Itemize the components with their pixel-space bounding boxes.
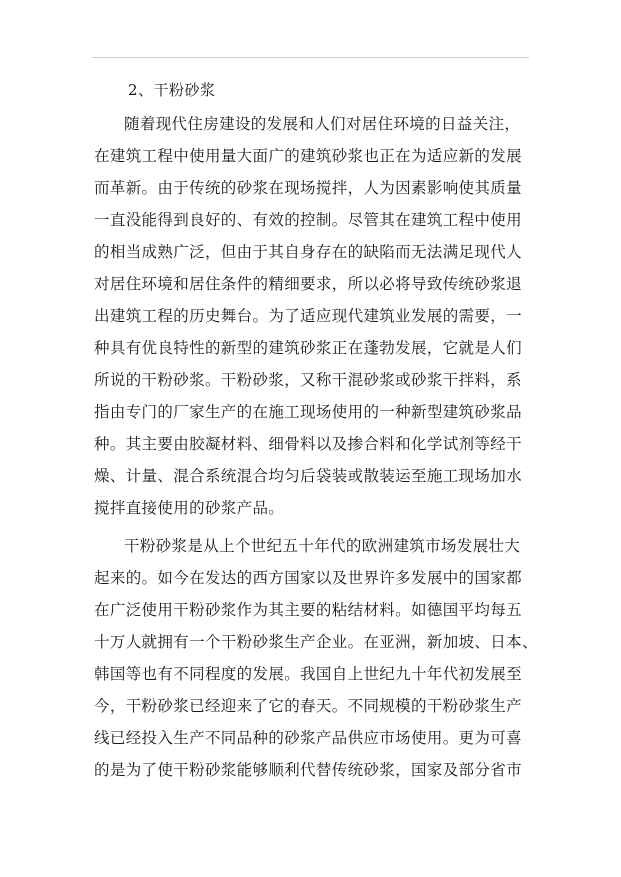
paragraph-line: 十万人就拥有一个干粉砂浆生产企业。在亚洲，新加坡、日本、: [94, 633, 538, 651]
paragraph-line: 今，干粉砂浆已经迎来了它的春天。不同规模的干粉砂浆生产: [94, 697, 522, 715]
paragraph-line: 出建筑工程的历史舞台。为了适应现代建筑业发展的需要，一: [94, 307, 522, 325]
paragraph-line: 搅拌直接使用的砂浆产品。: [94, 499, 285, 517]
paragraph-line: 而革新。由于传统的砂浆在现场搅拌，人为因素影响使其质量: [94, 179, 522, 197]
section-heading: 2、干粉砂浆: [128, 81, 216, 99]
paragraph-line: 的是为了使干粉砂浆能够顺利代替传统砂浆，国家及部分省市: [94, 761, 522, 779]
paragraph-line: 在建筑工程中使用量大面广的建筑砂浆也正在为适应新的发展: [94, 147, 522, 165]
paragraph-line: 指由专门的厂家生产的在施工现场使用的一种新型建筑砂浆品: [94, 403, 522, 421]
paragraph-2: [94, 530, 538, 786]
paragraph-1: [94, 108, 524, 524]
paragraph-line: 燥、计量、混合系统混合均匀后袋装或散装运至施工现场加水: [94, 467, 522, 485]
paragraph-line: 所说的干粉砂浆。干粉砂浆，又称干混砂浆或砂浆干拌料，系: [94, 371, 522, 389]
paragraph-line: 种。其主要由胶凝材料、细骨料以及掺合料和化学试剂等经干: [94, 435, 522, 453]
header-rule: [92, 57, 529, 58]
paragraph-line: 对居住环境和居住条件的精细要求，所以必将导致传统砂浆退: [94, 275, 522, 293]
paragraph-line: 的相当成熟广泛，但由于其自身存在的缺陷而无法满足现代人: [94, 243, 522, 261]
paragraph-line: 在广泛使用干粉砂浆作为其主要的粘结材料。如德国平均每五: [94, 601, 522, 619]
paragraph-line: 种具有优良特性的新型的建筑砂浆正在蓬勃发展，它就是人们: [94, 339, 522, 357]
paragraph-line: 干粉砂浆是从上个世纪五十年代的欧洲建筑市场发展壮大: [124, 537, 521, 555]
paragraph-line: 随着现代住房建设的发展和人们对居住环境的日益关注，: [124, 115, 521, 133]
paragraph-line: 线已经投入生产不同品种的砂浆产品供应市场使用。更为可喜: [94, 729, 522, 747]
paragraph-line: 起来的。如今在发达的西方国家以及世界许多发展中的国家都: [94, 569, 522, 587]
paragraph-line: 韩国等也有不同程度的发展。我国自上世纪九十年代初发展至: [94, 665, 522, 683]
paragraph-line: 一直没能得到良好的、有效的控制。尽管其在建筑工程中使用: [94, 211, 522, 229]
